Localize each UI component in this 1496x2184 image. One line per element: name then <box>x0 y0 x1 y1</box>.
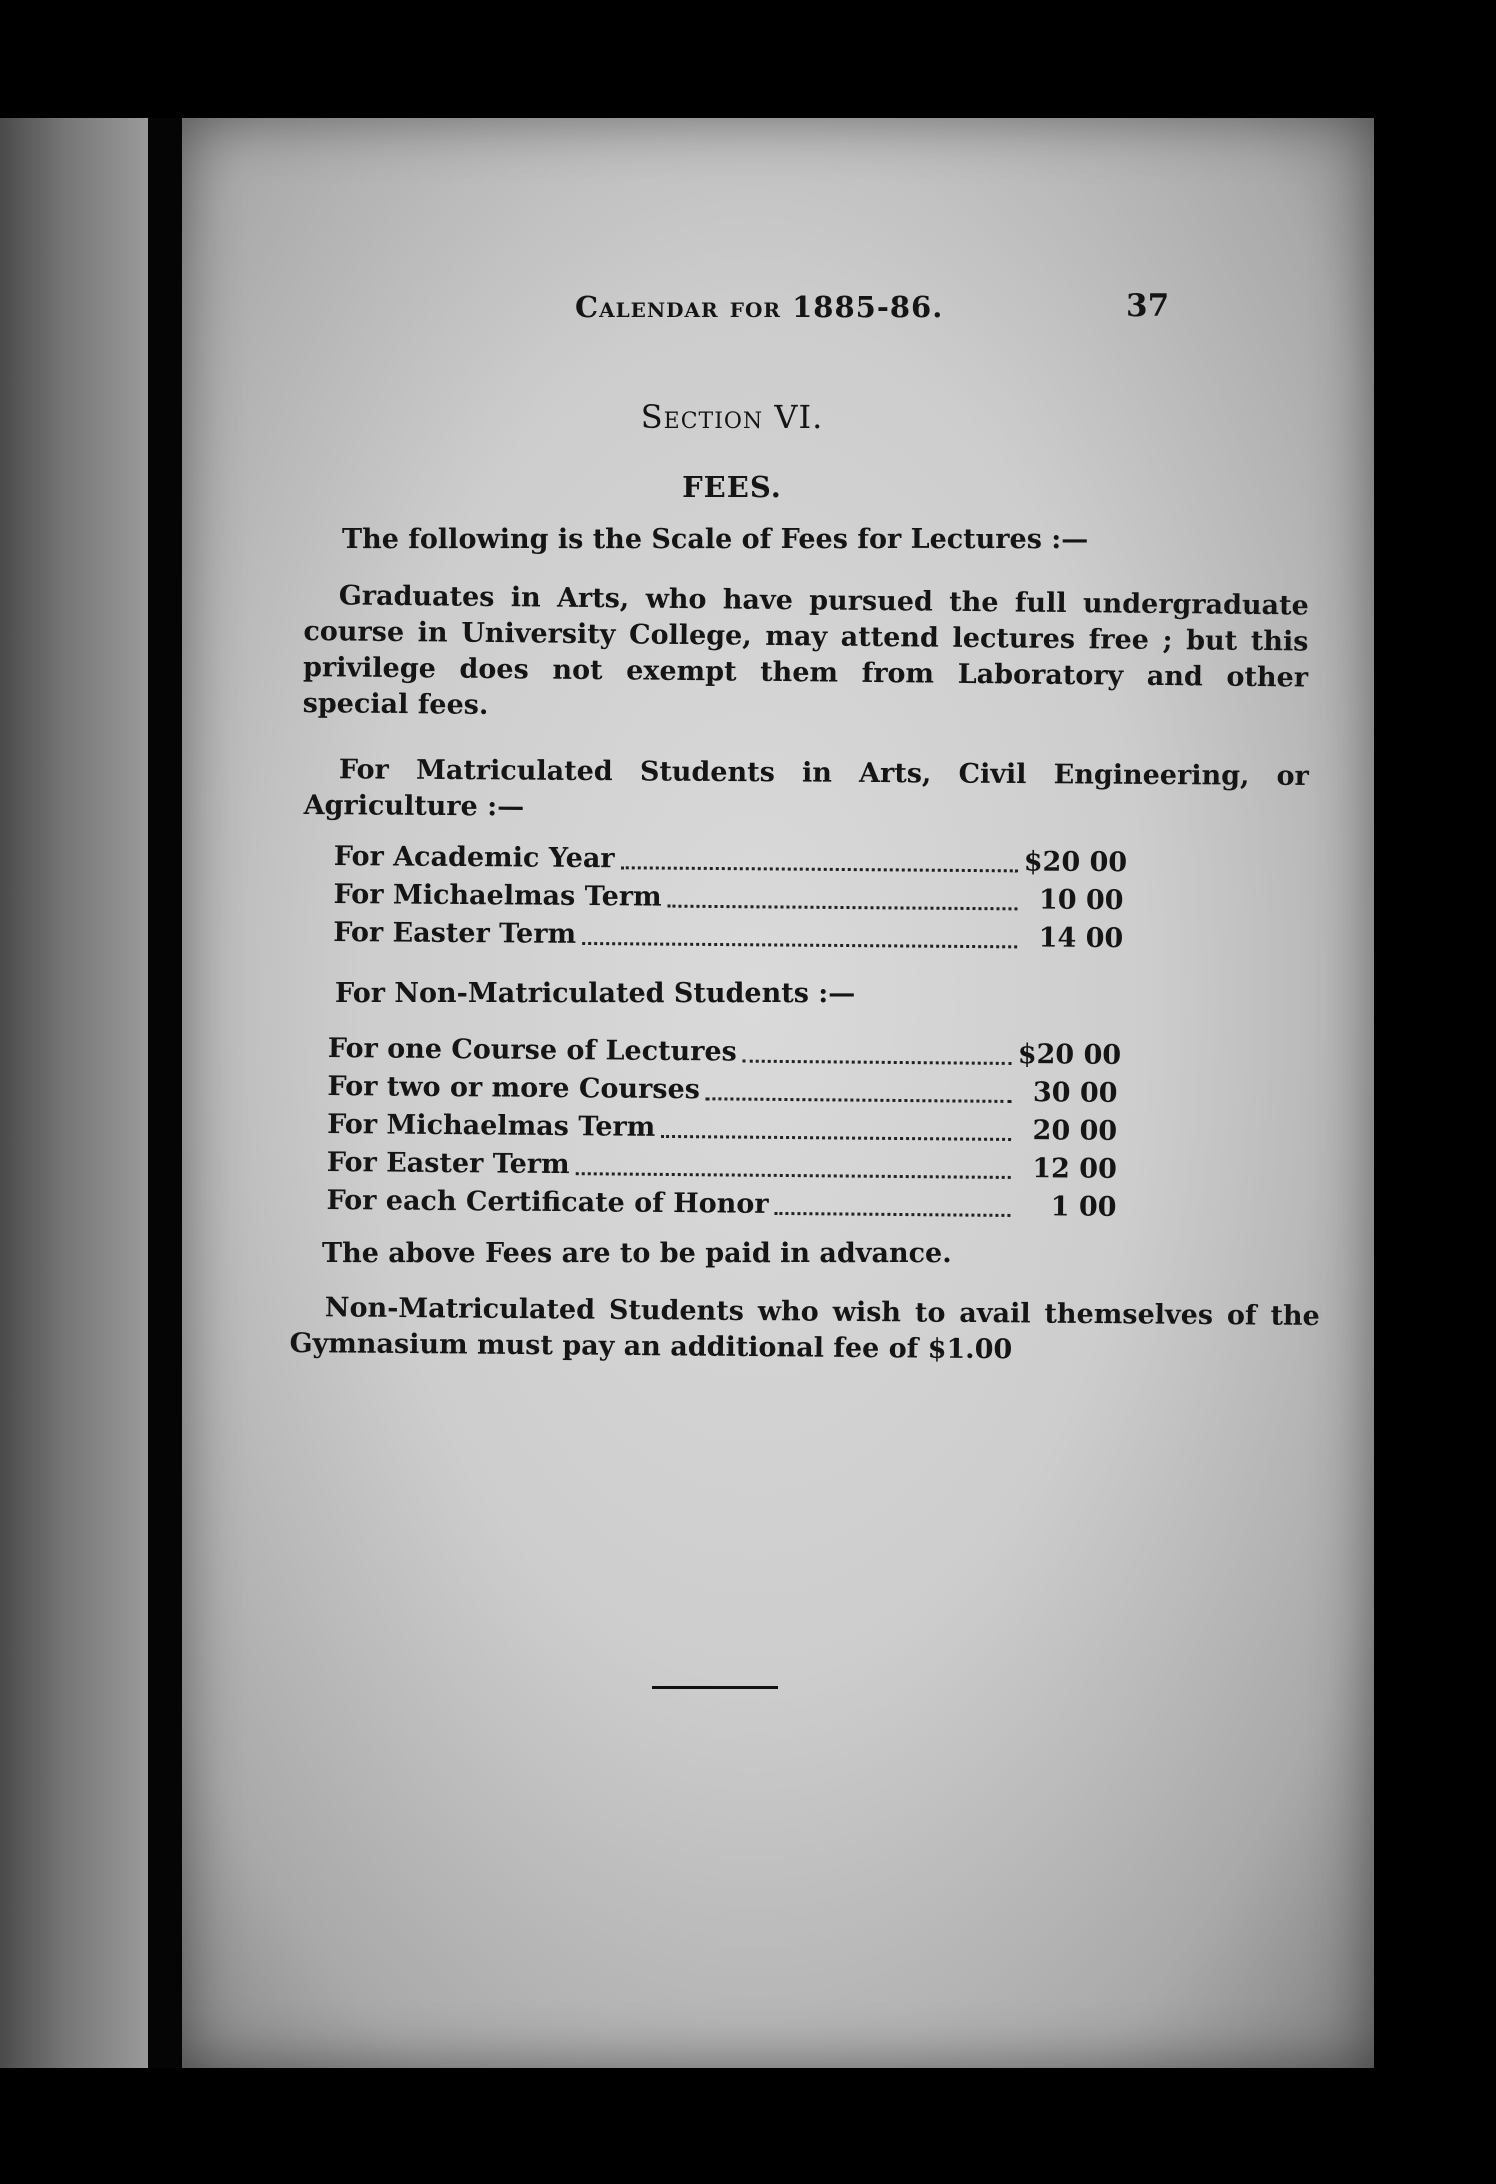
fee-label: For Michaelmas Term <box>327 1108 656 1143</box>
running-head-prefix: Calendar for <box>575 290 782 324</box>
fee-row <box>326 1182 1116 1227</box>
non-matriculated-heading: For Non-Matriculated Students :— <box>335 978 856 1009</box>
dot-leader <box>661 1134 1011 1140</box>
non-matriculated-fee-table <box>326 1030 1122 1227</box>
fee-amount: $20 00 <box>1023 846 1128 879</box>
page-number: 37 <box>1126 288 1170 324</box>
fee-amount: 10 00 <box>1038 884 1124 917</box>
facing-page-edge <box>0 118 148 2068</box>
fee-amount: 14 00 <box>1038 922 1124 955</box>
running-head <box>575 290 1175 324</box>
matriculated-heading: For Matriculated Students in Arts, Civil Engineering, or Agriculture :— <box>303 754 1309 823</box>
fee-amount: 30 00 <box>1032 1077 1118 1109</box>
intro-paragraph: The following is the Scale of Fees for Lectures :— <box>342 524 1089 555</box>
fee-row <box>333 838 1128 882</box>
dot-leader <box>706 1097 1012 1103</box>
advance-note: The above Fees are to be paid in advance. <box>322 1238 952 1269</box>
fee-label: For each Certificate of Honor <box>326 1184 769 1220</box>
fees-heading: FEES. <box>682 470 782 504</box>
dot-leader <box>668 904 1018 910</box>
gymnasium-note: Non-Matriculated Students who wish to avail themselves of the Gymnasium must pay an additional fee of $1.00 <box>289 1292 1320 1366</box>
fee-label: For Michaelmas Term <box>333 878 662 913</box>
closing-rule <box>652 1686 778 1689</box>
fee-amount: 12 00 <box>1032 1153 1117 1185</box>
fee-amount: 1 00 <box>1050 1191 1117 1223</box>
fee-row <box>333 914 1123 958</box>
running-head-year: 1885-86. <box>792 290 944 324</box>
fee-label: For Academic Year <box>333 840 615 875</box>
dot-leader <box>743 1059 1012 1064</box>
fee-label: For Easter Term <box>333 916 577 950</box>
section-title: Section VI. <box>640 398 824 436</box>
fee-label: For two or more Courses <box>327 1070 701 1106</box>
fee-row <box>333 876 1123 920</box>
fee-amount: 20 00 <box>1032 1115 1118 1147</box>
fee-label: For one Course of Lectures <box>327 1032 737 1068</box>
dot-leader <box>576 1172 1011 1179</box>
book-gutter <box>148 118 182 2068</box>
dot-leader <box>621 866 1018 872</box>
dot-leader <box>775 1211 1011 1216</box>
dot-leader <box>582 941 1017 947</box>
fee-label: For Easter Term <box>326 1146 570 1181</box>
matriculated-fee-table <box>333 838 1128 958</box>
fee-amount: $20 00 <box>1017 1039 1122 1071</box>
graduates-paragraph: Graduates in Arts, who have pursued the full undergraduate course in University College, may attend lectures free ; but this privilege does not exempt them from Laboratory and other special fees. <box>302 580 1309 721</box>
scanned-page <box>182 118 1374 2068</box>
